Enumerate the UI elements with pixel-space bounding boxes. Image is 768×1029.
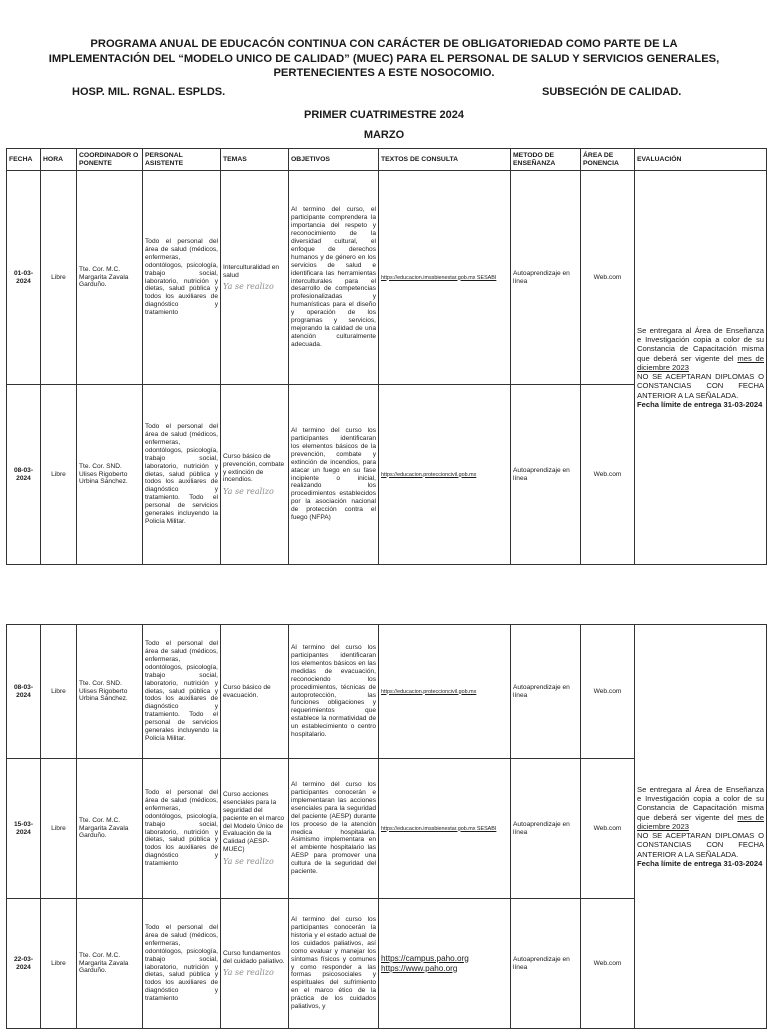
time-cell: Libre bbox=[41, 899, 77, 1029]
column-header: EVALUACIÓN bbox=[635, 149, 767, 171]
objectives-cell: Al termino del curso los participantes identificaran los elementos básicos de la prevención, combate y extinción de incendios, para atacar un fuego en su fase incipiente o inicial, realizando los procedimientos establecidos por la asociación nacional de protección contra el fuego (NFPA) bbox=[289, 385, 379, 565]
column-header: PERSONAL ASISTENTE bbox=[143, 149, 221, 171]
evaluation-validity: mes de diciembre 2023 bbox=[637, 353, 764, 372]
page-gap bbox=[0, 566, 768, 624]
topic-cell bbox=[221, 171, 289, 385]
topic-cell bbox=[221, 625, 289, 759]
evaluation-warning: NO SE ACEPTARAN DIPLOMAS O CONSTANCIAS CON FECHA ANTERIOR A LA SEÑALADA. bbox=[637, 372, 764, 400]
area-cell: Web.com bbox=[581, 899, 635, 1029]
objectives-cell: Al termino del curso, el participante comprendera la importancia del respeto y reconocimiento de la diversidad cultural, el enfoque de derechos humanos y de género en los servicios de salud e identificara las herramientas interculturales para el desarrollo de competencias profesionalizadas y humanísticas para el diseño y operación de los programas y servicios, mejorando la calidad de una atención culturalmente adecuada. bbox=[289, 171, 379, 385]
reference-link[interactable]: https://campus.paho.org https://www.paho.org bbox=[381, 953, 469, 973]
evaluation-cell bbox=[635, 625, 767, 1029]
table-header-row bbox=[7, 149, 767, 171]
time-cell: Libre bbox=[41, 759, 77, 899]
evaluation-deadline: Fecha límite de entrega 31-03-2024 bbox=[637, 859, 763, 869]
date-cell: 15-03-2024 bbox=[7, 759, 41, 899]
method-cell: Autoaprendizaje en línea bbox=[511, 171, 581, 385]
reference-link[interactable]: https://educacion.imssbienestar.gob.mx SESABI bbox=[381, 825, 497, 832]
evaluation-cell bbox=[635, 171, 767, 565]
date-cell: 08-03-2024 bbox=[7, 625, 41, 759]
topic-text: Curso fundamentos del cuidado paliativo. bbox=[223, 949, 285, 965]
time-cell: Libre bbox=[41, 171, 77, 385]
topic-text: Curso básico de prevención, combate y extinción de incendios. bbox=[223, 452, 285, 484]
column-header: OBJETIVOS bbox=[289, 149, 379, 171]
reference-link[interactable]: https://educacion.imssbienestar.gob.mx SESABI bbox=[381, 274, 497, 281]
reference-link[interactable]: https://educacion.proteccioncivil.gob.mx bbox=[381, 471, 477, 478]
subsection-name: SUBSECIÓN DE CALIDAD. bbox=[542, 86, 682, 98]
time-cell: Libre bbox=[41, 625, 77, 759]
table-row bbox=[7, 171, 767, 385]
topic-text: Curso básico de evacuación. bbox=[223, 683, 271, 699]
area-cell: Web.com bbox=[581, 385, 635, 565]
handwritten-note: Ya se realizo bbox=[223, 857, 274, 867]
handwritten-note: Ya se realizo bbox=[223, 282, 274, 292]
references-cell bbox=[379, 385, 511, 565]
hospital-name: HOSP. MIL. RGNAL. ESPLDS. bbox=[72, 86, 226, 98]
references-cell bbox=[379, 171, 511, 385]
objectives-cell: Al termino del curso los participantes conocerán e implementaran las acciones esenciales para la seguridad del paciente (AESP) durante los proceso de la atención medica hospitalaria. Asimismo implementara en el ambiente hospitalario las AESP para promover una cultura de la seguridad del paciente. bbox=[289, 759, 379, 899]
topic-cell bbox=[221, 385, 289, 565]
attendees-cell: Todo el personal del área de salud (médicos, enfermeras, odontólogos, psicología, trabajo social, laboratorio, nutrición y dietas, salud pública y todos los auxiliares de diagnóstico y tratamiento bbox=[143, 899, 221, 1029]
column-header: COORDINADOR O PONENTE bbox=[77, 149, 143, 171]
coordinator-cell: Tte. Cor. SND. Ulises Rigoberto Urbina Sánchez. bbox=[77, 385, 143, 565]
area-cell: Web.com bbox=[581, 759, 635, 899]
references-cell bbox=[379, 625, 511, 759]
topic-cell bbox=[221, 759, 289, 899]
attendees-cell: Todo el personal del área de salud (médicos, enfermeras, odontólogos, psicología, trabajo social, laboratorio, nutrición y dietas, salud pública y todos los auxiliares de diagnóstico y tratamiento. Todo el personal de servicios generales incluyendo la Policía Militar. bbox=[143, 625, 221, 759]
column-header: TEMAS bbox=[221, 149, 289, 171]
handwritten-note: Ya se realizo bbox=[223, 968, 274, 978]
date-cell: 08-03-2024 bbox=[7, 385, 41, 565]
evaluation-text: Se entregara al Área de Enseñanza e Investigación copia a color de su Constancia de Capacitación misma que deberá ser vigente del bbox=[637, 325, 764, 363]
reference-link[interactable]: https://educacion.proteccioncivil.gob.mx bbox=[381, 688, 477, 695]
column-header: ÁREA DE PONENCIA bbox=[581, 149, 635, 171]
references-cell bbox=[379, 899, 511, 1029]
method-cell: Autoaprendizaje en línea bbox=[511, 899, 581, 1029]
time-cell: Libre bbox=[41, 385, 77, 565]
topic-cell bbox=[221, 899, 289, 1029]
handwritten-note: Ya se realizo bbox=[223, 487, 274, 497]
attendees-cell: Todo el personal del área de salud (médicos, enfermeras, odontólogos, psicología, trabajo social, laboratorio, nutrición y dietas, salud pública y todos los auxiliares de diagnóstico y tratamiento bbox=[143, 759, 221, 899]
method-cell: Autoaprendizaje en línea bbox=[511, 385, 581, 565]
month-heading: MARZO bbox=[363, 129, 405, 141]
objectives-cell: Al termino del curso los participantes conocerán la historia y el estado actual de los cuidados paliativos, así como evaluar y manejar los síntomas físicos y comunes y como responder a las formas psicosociales y espirituales del sufrimiento en el marco ético de la práctica de los cuidados paliativos, y bbox=[289, 899, 379, 1029]
evaluation-validity: mes de diciembre 2023 bbox=[637, 812, 764, 831]
column-header: HORA bbox=[41, 149, 77, 171]
method-cell: Autoaprendizaje en línea bbox=[511, 625, 581, 759]
column-header: FECHA bbox=[7, 149, 41, 171]
document-title: PROGRAMA ANUAL DE EDUCACÓN CONTINUA CON CARÁCTER DE OBLIGATORIEDAD COMO PARTE DE LA IMPLEMENTACIÓN DEL “MODELO UNICO DE CALIDAD” (MUEC) PARA EL PERSONAL DE SALUD Y SERVICIOS GENERALES, PERTENECIENTES A ESTE NOSOCOMIO. bbox=[48, 38, 720, 79]
evaluation-deadline: Fecha límite de entrega 31-03-2024 bbox=[637, 400, 763, 410]
period-heading: PRIMER CUATRIMESTRE 2024 bbox=[304, 109, 464, 121]
schedule-table-2 bbox=[6, 624, 767, 1029]
table-row bbox=[7, 625, 767, 759]
date-cell: 22-03-2024 bbox=[7, 899, 41, 1029]
coordinator-cell: Tte. Cor. M.C. Margarita Zavala Garduño. bbox=[77, 899, 143, 1029]
evaluation-text: Se entregara al Área de Enseñanza e Investigación copia a color de su Constancia de Capacitación misma que deberá ser vigente del bbox=[637, 784, 764, 822]
coordinator-cell: Tte. Cor. M.C. Margarita Zavala Garduño. bbox=[77, 171, 143, 385]
topic-text: Interculturalidad en salud bbox=[223, 263, 280, 279]
column-header: METODO DE ENSEÑANZA bbox=[511, 149, 581, 171]
method-cell: Autoaprendizaje en línea bbox=[511, 759, 581, 899]
topic-text: Curso acciones esenciales para la seguridad del paciente en el marco del Modelo Único de Evaluación de la Calidad (AESP-MUEC) bbox=[223, 790, 285, 854]
area-cell: Web.com bbox=[581, 625, 635, 759]
objectives-cell: Al termino del curso los participantes identificaran los elementos básicos en las medidas de evacuación, reconociendo los procedimientos, técnicas de autoprotección, las funciones obligaciones y requerimientos que establece la normatividad de un establecimiento o centro hospitalario. bbox=[289, 625, 379, 759]
coordinator-cell: Tte. Cor. SND. Ulises Rigoberto Urbina Sánchez. bbox=[77, 625, 143, 759]
attendees-cell: Todo el personal del área de salud (médicos, enfermeras, odontólogos, psicología, trabajo social, laboratorio, nutrición y dietas, salud pública y todos los auxiliares de diagnóstico y tratamiento. Todo el personal de servicios generales incluyendo la Policía Militar. bbox=[143, 385, 221, 565]
references-cell bbox=[379, 759, 511, 899]
area-cell: Web.com bbox=[581, 171, 635, 385]
date-cell: 01-03-2024 bbox=[7, 171, 41, 385]
column-header: TEXTOS DE CONSULTA bbox=[379, 149, 511, 171]
attendees-cell: Todo el personal del área de salud (médicos, enfermeras, odontólogos, psicología, trabajo social, laboratorio, nutrición y dietas, salud pública y todos los auxiliares de diagnóstico y tratamiento bbox=[143, 171, 221, 385]
schedule-table-1 bbox=[6, 148, 767, 565]
evaluation-warning: NO SE ACEPTARAN DIPLOMAS O CONSTANCIAS CON FECHA ANTERIOR A LA SEÑALADA. bbox=[637, 831, 764, 859]
coordinator-cell: Tte. Cor. M.C. Margarita Zavala Garduño. bbox=[77, 759, 143, 899]
